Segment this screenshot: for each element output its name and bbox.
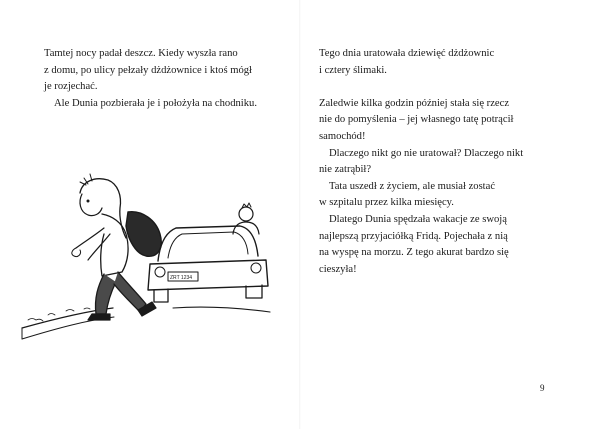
text-line: je rozjechać.: [44, 81, 98, 93]
text-line: najlepszą przyjaciółką Fridą. Pojechała z nią: [319, 230, 508, 242]
right-page: [300, 0, 600, 429]
girl-picking-worms-car-illustration: [18, 168, 278, 348]
text-line: Tata uszedł z życiem, ale musiał zostać: [329, 180, 496, 192]
text-line: Tamtej nocy padał deszcz. Kiedy wyszła rano: [44, 48, 238, 59]
text-line: i cztery ślimaki.: [319, 64, 387, 76]
text-line: cieszyła!: [319, 263, 357, 275]
text-line: Dlatego Dunia spędzała wakacje ze swoją: [329, 213, 507, 225]
text-line: nie do pomyślenia – jej własnego tatę potrącił: [319, 114, 514, 126]
text-line: Zaledwie kilka godzin później stała się rzecz: [319, 97, 510, 109]
text-line: Dlaczego nikt go nie uratował? Dlaczego nikt: [329, 147, 524, 159]
left-page-text: [44, 46, 257, 112]
page-number: 9: [540, 383, 545, 393]
text-line: Ale Dunia pozbierała je i położyła na chodniku.: [54, 97, 257, 109]
text-line: samochód!: [319, 130, 366, 142]
text-line: Tego dnia uratowała dziewięć dżdżownic: [319, 48, 495, 59]
right-page-text: [319, 46, 523, 278]
license-plate-text: ZRT 1234: [170, 275, 193, 281]
text-line: w szpitalu przez kilka miesięcy.: [319, 197, 454, 209]
paragraph-gap: [319, 79, 523, 96]
text-line: z domu, po ulicy pełzały dżdżownice i ktoś mógł: [44, 64, 253, 76]
text-line: nie zatrąbił?: [319, 164, 372, 176]
text-line: na wyspę na morzu. Z tego akurat bardzo się: [319, 247, 509, 259]
